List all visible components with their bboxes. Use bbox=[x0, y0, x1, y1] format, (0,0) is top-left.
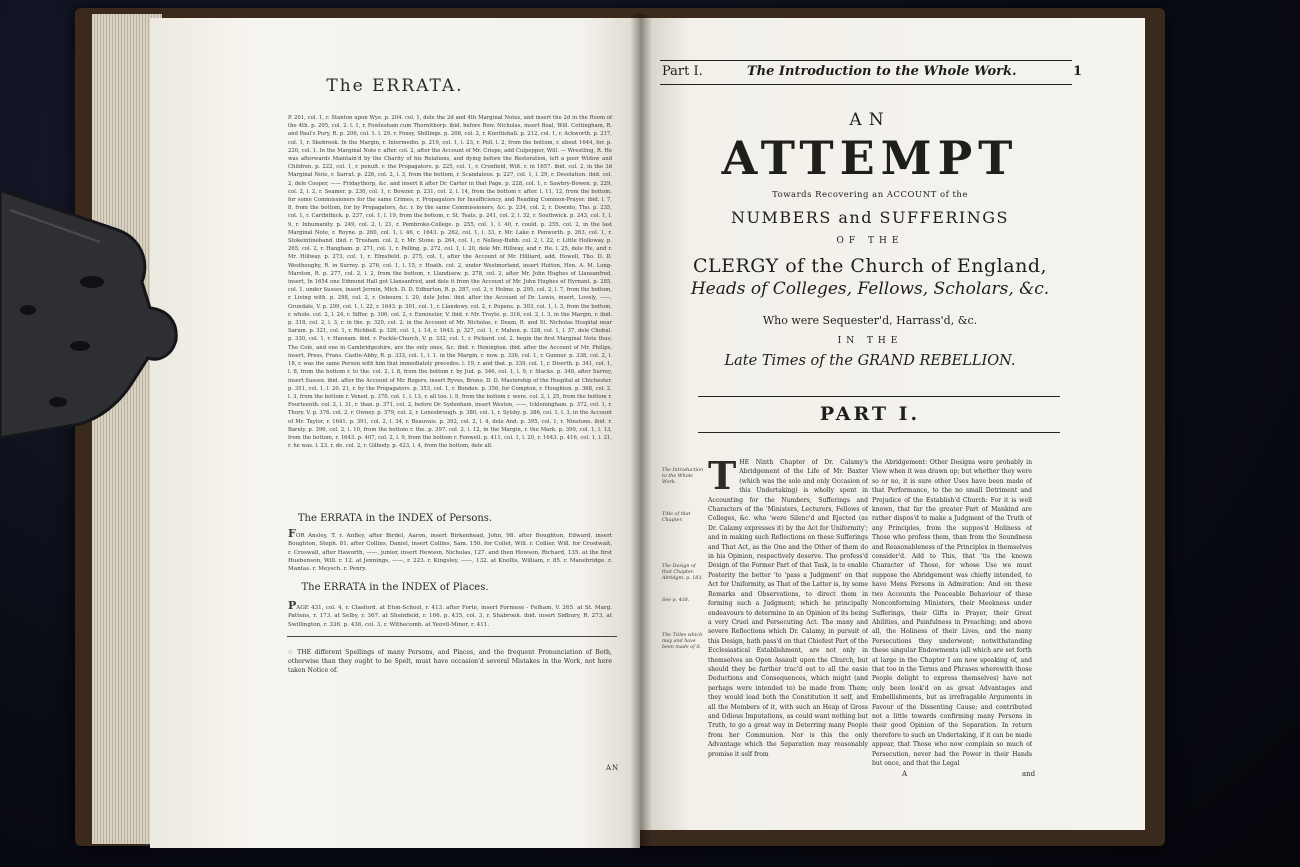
title-clergy: CLERGY of the Church of England, bbox=[692, 255, 1048, 277]
clasp-hole bbox=[70, 341, 90, 351]
index-places-title: The ERRATA in the INDEX of Places. bbox=[301, 582, 489, 593]
signature-mark: A bbox=[902, 770, 908, 778]
metal-clasp-icon bbox=[0, 190, 180, 440]
margin-note: The Introduction to the Whole Work. bbox=[662, 468, 704, 486]
title-heads: Heads of Colleges, Fellows, Scholars, &c. bbox=[690, 279, 1050, 299]
index-places-body: AGE 431, col. 4, r. Clasford. at Eton-School, r. 413. after Forte, insert Formese - Felham, V. 265. at St. Marg. Pattens, r. 173. at Selby, r. 367. at Sheinfield, r. 166. p. 435, col. 3, r. Shabrook. ibid. insert Sidbury, R. 273. at Swillington, r. 336. p. 436, col. 3, r. Withecomb. at Yeovil-Minor, r. 411. bbox=[288, 605, 612, 628]
title-an: AN bbox=[849, 110, 891, 130]
running-head-part: Part I. bbox=[662, 64, 703, 79]
part-heading: PART I. bbox=[819, 403, 921, 425]
clasp-hole bbox=[49, 397, 67, 407]
part-rule-top bbox=[698, 396, 1060, 397]
title-who: Who were Sequester'd, Harrass'd, &c. bbox=[762, 314, 978, 327]
errata-text: P. 201, col. 1, r. Stanton upon Wye. p. 204. col. 1, dele the 2d and 4th Marginal Notes, and insert the 2d in the Room of the 4th. p. 205, col. 2. l. 1, r. Fowlesham cum Thornithorp. ibid. before Row. Nicholas, insert Boal, Will. Cottingham, R. and Paul's Pury, R. p. 206, col. 1. l. 29. r. Foxey, Shillings. p. 208, col. 2, r. Knottishall. p. 212, col. 1, r. Ackworth. p. 217, col. 1, r. Skebrook. In the Margin, r. Intermedio. p. 219, col. 1, l. 23, r. Poll. l. 2, from the bottom, r. about 1644, for. p. 220, col. 1. In the Marginal Note r. after. col. 2, after the Account of Mr. Crispe, add Culpepper, Will. — Wrestling, R. He was afterwards Maintain'd by the Charity of his Relations, and dying before the Restoration, left a poor Widow and Children. p. 222, col. 1, r. penult. r. the Propagators. p. 225, col. 1, r. Croxfield, Wilt. r. in 1657. ibid. col. 2, in the 3d Marginal Note, r. Sarrat. p. 226, col. 2, l. 3, from the bottom, r. Scandalous. p. 227, col. 1, l. 29, r. Desolation. ibid. col. 2, dele Cooper, —— Fridaythorp, &c. and insert it after Dr. Carter in that Page. p. 228, col. 1, r. Sawbry-Bowen. p. 229, col. 2, l. 2, r. Seamer. p. 230, col. 1, r. Bowzer. p. 231, col. 2, l. 14, from the bottom r. after. l. 11, 12, from the bottom, for some Commissioners for the same Crimes, r. Propagators for Insufficiency, and Reading Common-Prayer. ibid. l. 7, 8, from the bottom, for by Propagators, &c. r. by the same Commissioners, &c. p. 234, col. 2, r. Downto, Tho. p. 235, col. 1, r. Cartbithick. p. 237, col. 1, l. 19, from the bottom, r. St. Teats. p. 241, col. 2, l. 32, r. Southwick. p. 243, col. 1, l. 9, r. Inhumanity. p. 249, col. 2, l. 21, r. Pembroke-College. p. 255, col. 1, l. 40, r. could. p. 255, col. 2, in the last Marginal Note, r. Royne. p. 260, col. 1, l. 46, r. 1643. p. 262, col. 1, l. 33, r. Mr. Lake r. Penworth. p. 263, col. 1, r. Stokeintineband. ibid. r. Trusham. col. 2, r. Mr. Stone. p. 264, col. 1, r. Nellesy-Bubb. col. 2, l. 22, r. Little Holloway. p. 265, col. 2, r. Hangham. p. 271, col. 1, r. Pelling. p. 272, col. 1, l. 20, dele Mr. Hillway, and r. He. l. 25, dele He, and r. Mr. Hillway. p. 273, col. 1, r. Elmsfield. p. 275, col. 1, after the Account of Mr. Hilliard, add, Howell, Tho. D. D. Westhoughy, R. in Surrey. p. 276, col. 1, l. 15, r. Hoath. col. 2, under Westmorland, insert Hutton, Hen. A. M. Long-Marston, R. p. 277, col. 2, l. 2, from the bottom, r. Llandisew. p. 278, col. 2, after Mr. John Hughes of Llansanfred, insert, In 1654 one Edmund Hall got Llansanfred, and dele it from the Account of Mr. John Hughes of Hyrnant. p. 285, col. 1. under Sussex, insert Jermin, Mich. D. D. Edburton, R. p. 287, col. 2, r. Holme. p. 295, col. 2, l. 7, from the bottom, r. Living with. p. 298, col. 2, r. Osbourn. l. 20, dele John. ibid. after the Account of Dr. Lewis, insert, Lovely, ——, Grundale, V. p. 299, col. 1, l. 22, r. 1643. p. 301, col. 1, r. Llandewy. col. 2, r. Popens. p. 303, col. 1, l. 3, from the bottom, r. whole. col. 2, l. 24, r. Siffur. p. 306, col. 2, r. Exminster, V. ibid. r. Mr. Troyte. p. 316, col. 2, l. 3, in the Margin, r. ibid. p. 318, col. 2, l. 3, r. in the. p. 320, col. 2. in the Account of Mr. Nicholas, r. Deam, R. and St. Nicholas Hospital near Sarum. p. 321, col. 1, r. Richbell. p. 326, col. 1, l. 14, r. 1643. p. 327, col. 1, r. Mahon. p. 328, col. 1, l. 37, dele Chobul. p. 330, col. 1, r. Hannam. ibid. r. Puckle-Church, V. p. 332, col. 1, r. Pickard. col. 2. begin the first Marginal Note thus; The Cole, and one in Cambridgeshire, are the only ones, &c. ibid. r. Henington. ibid. after the Account of Mr. Philips, insert, Press, Frans. Castle-Abby, R. p. 333, col. 1, l. 1. in the Margin, r. now. p. 336, col. 1, r. Gunner. p. 338, col. 2, l. 18, r. was the same Person with him that immediately precedes. l. 19, r. and that. p. 339, col. 1, r. Diserth. p. 341, col. 1, l. 8, from the bottom r. to the. col. 2, l. 8, from the bottom r. by Jud. p. 346, col. 1, l. 9, r. Stacks. p. 348, after Surrey, insert Sussex. ibid. after the Account of Mr. Rogers, insert Ryves, Bruno, D. D. Mastership of the Hospital at Chichester. p. 351, col. 1, l. 20. 21, r. by the Propagators. p. 353, col. 1, r. Bonden. p. 356, for Compton, r. Houghton. p. 368, col. 2, l. 3, from the bottom r. Vened. p. 370. col. 1, l. 13, r. all too. l. 9, from the bottom r. were. col. 2, l. 25, from the bottom r. Fourteenth. col. 2, l. 31, r. than. p. 371, col. 2, before Dr. Sydenham, insert Weston, ——, Ickleningham. p. 372, col. 1, r. Thory. V. p. 376. col. 2, r. Owney. p. 379, col. 2, r. Lonesbrough. p. 380, col. 1, r. Sylsby. p. 386, col. 1, l. 3, in the Account of Mr. Taylor, r. 1641. p. 391, col. 2, l. 34, r. Beauvais. p. 392, col. 2, l. 4, dele And. p. 395, col. 1, r. Ninstone. ibid. r. Barely. p. 396, col. 2, l. 10, from the bottom r. the. p. 397. col. 2, l. 12, in the Margin, r. the Mark. p. 399, col. 1, l. 13, from the bottom, r. 1643. p. 407, col. 2, l. 9, from the bottom r. Fonwell. p. 411, col. 1, l. 20, r. 1643. p. 416, col. 1, l. 21, r. he was. l. 23. r. de. col. 2, r. Gilbody. p. 423, l. 4, from the bottom, dele all. bbox=[288, 115, 612, 450]
text-column-left bbox=[708, 458, 868, 776]
part-rule-bottom bbox=[698, 432, 1060, 433]
index-persons-text bbox=[288, 527, 612, 573]
left-page bbox=[150, 18, 640, 848]
page-number: 1 bbox=[1072, 64, 1082, 79]
header-rule-bottom bbox=[660, 84, 1072, 85]
errata-title: The ERRATA. bbox=[326, 76, 464, 96]
title-late-times: Late Times of the GRAND REBELLION. bbox=[724, 353, 1016, 369]
index-places-text bbox=[288, 599, 612, 629]
index-places-dropcap: P bbox=[288, 599, 297, 612]
divider-rule bbox=[287, 636, 617, 637]
text-column-right: the Abridgement: Other Designs were probably in View when it was drawn up; but whether they were so or no, it is sure other Uses have been made of that Performance, to the no small Detriment and Prejudice of the Establish'd Church: For it is well known, that far the greater Part of Mankind are rather dispos'd to make a Judgment of the Truth of any Principles, from the suppos'd Holiness of Those who profess them, than from the Soundness and Reasonableness of the Principles in themselves consider'd. Add to This, that 'tis the known Character of Those, for whose Use we must suppose the Abridgement was chiefly intended, to have Mens Persons in Admiration: And on these two Accounts the Peaceable Behaviour of these Nonconforming Ministers, their Meekness under Sufferings, their Gifts in Prayer, their Great Abilities, and Painfulness in Preaching; and above all, the Holiness of their Lives, and the many Persecutions they underwent; notwithstanding these singular Endowments (all which are set forth at large in the Chapter I am now speaking of, and that too in the Terms and Phrases wherewith those People delight to express themselves) have not only been look'd on as great Advantages and Embellishments, but as irrefragable Arguments in Favour of the Dissenting Cause; and contributed not a little towards confirming many Persons in their good Opinion of the Separation. In return therefore to such an Undertaking, if it can be made appear, that Those who now complain so much of Persecution, never had the Power in their Hands but once, and that the Legal bbox=[872, 459, 1032, 767]
header-rule-top bbox=[660, 60, 1072, 61]
title-numbers: NUMBERS and SUFFERINGS bbox=[730, 208, 1009, 227]
margin-note: See p. 438. bbox=[662, 598, 690, 603]
catchword-left: AN bbox=[606, 764, 620, 772]
spelling-note: ☞ THE different Spellings of many Persons, and Places, and the frequent Pronunciation of Both, otherwise than they ought to be Spelt, must have occasion'd several Mistakes in the Work, not here taken Notice of. bbox=[288, 649, 612, 674]
dropcap-t: T bbox=[708, 458, 737, 498]
margin-note: The Titles which may and have been made of it. bbox=[662, 633, 703, 651]
catchword-right: and bbox=[1022, 770, 1036, 778]
title-attempt: ATTEMPT bbox=[721, 131, 1019, 185]
clasp-hole bbox=[20, 305, 36, 315]
index-persons-body: OR Ansley, T. r. Anfley, after Birdel, Aaron, insert Birkenhead, John, 98. after Boughton, Edward, insert Boughton, Steph. 81. after Collins, Daniel, insert Collins, Sam. 150. for Collet, Will. r. Collier, Will. for Crostwait, r. Croswall, after Haworth, ——, junior, insert Hewson, Nicholas, 127. and then Howson, Richard, 135. at the first Huebenson, Will. r. 12. at Jennings, ——, r. 223. r. Kingsley, ——, 132. at Knollis, William, r. 85. r. Manebridge. r. Mantas. r. Meysch. r. Penry. bbox=[288, 533, 612, 573]
clasp-hole bbox=[80, 276, 104, 288]
margin-note: Title of that Chapter. bbox=[662, 512, 691, 524]
text-column-left-body: HE Ninth Chapter of Dr. Calamy's Abridgement of the Life of Mr. Baxter (which was the sole and only Occasion of this Undertaking) is wholly spent in Accounting for the Numbers, Sufferings and Characters of the 'Ministers, Lecturers, Fellows of Colleges, &c. who 'were Silenc'd and Ejected (as Dr. Calamy expresses it) by the Act for Uniformity'; and in making such Reflections on these Sufferings and That Act, as the One and the Other of them do in his Opinion, respectively deserve. The profess'd Design of the Former Part of that Task, is to enable Posterity the better 'to 'pass a Judgment' on that Act for Uniformity, as That of the Latter is, by some Remarks and Observations, to direct them in forming such a Judgment; which he principally endeavours to determine in an Opinion of its being a very Cruel and Persecuting Act. The many and severe Reflections which Dr. Calamy, in pursuit of this Design, hath pass'd on that Chiefest Part of the Ecclesiastical Establishment, are not only in themselves an Open Assault upon the Church, but should they be further trac'd out to all the easie Deductions and Consequences, which might (and perhaps were intended to) be made from Them; they would load both the Constitution it self, and all the Members of it, with such an Heap of Gross and Odious Imputations, as could want nothing but Truth, to go a great way in Deterring many People from her Communion. Nor is this the only Advantage which the Separation may reasonably promise it self from bbox=[708, 459, 868, 758]
index-persons-dropcap: F bbox=[288, 527, 296, 540]
right-page bbox=[640, 18, 1145, 830]
margin-note: The Design of that Chapter. Abridgm. p. 183. bbox=[662, 564, 703, 582]
title-in-the: IN THE bbox=[837, 336, 903, 346]
running-head-title: The Introduction to the Whole Work. bbox=[747, 64, 1017, 79]
title-towards: Towards Recovering an ACCOUNT of the bbox=[772, 190, 968, 200]
title-of-the: OF THE bbox=[836, 236, 904, 246]
index-persons-title: The ERRATA in the INDEX of Persons. bbox=[297, 513, 493, 524]
book-gutter bbox=[630, 14, 652, 848]
